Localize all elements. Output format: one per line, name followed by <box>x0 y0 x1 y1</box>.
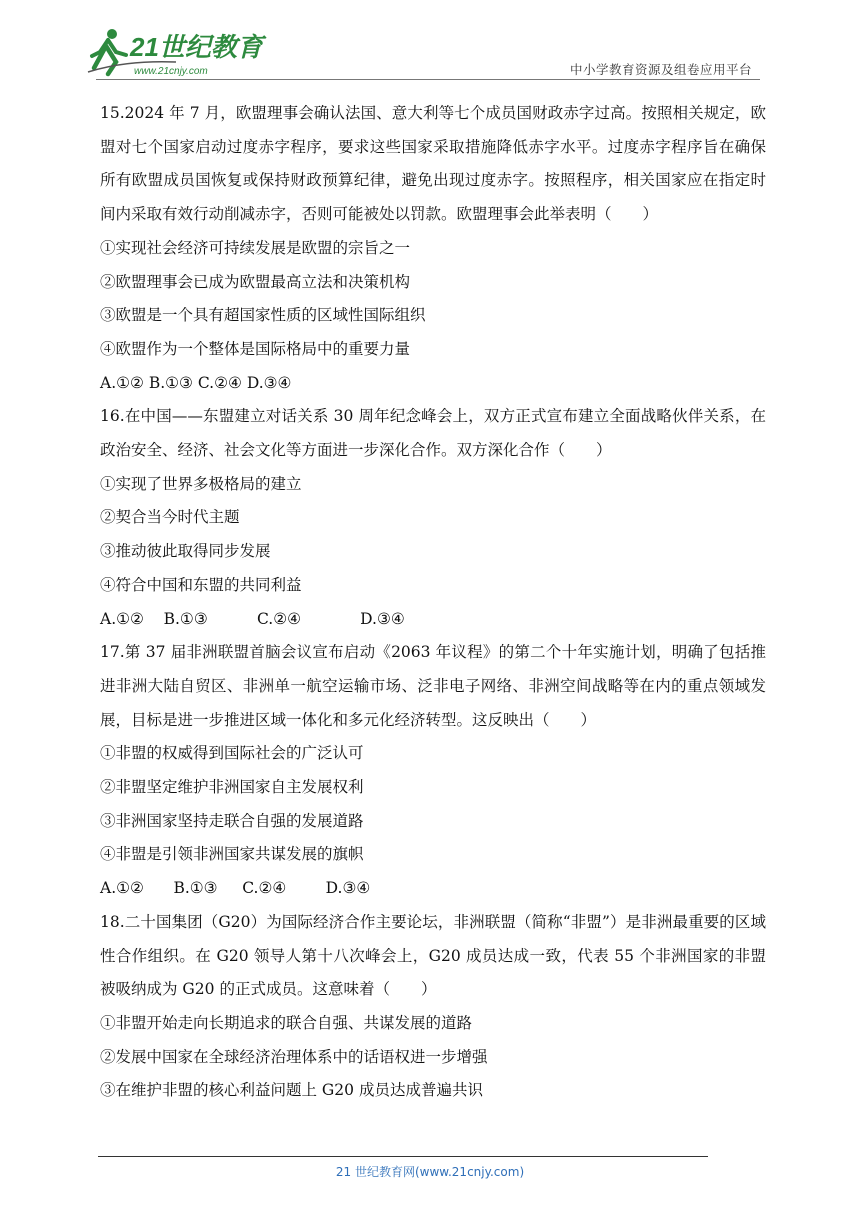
option-item: ④欧盟作为一个整体是国际格局中的重要力量 <box>100 339 411 358</box>
question-17 <box>100 636 766 906</box>
question-15 <box>100 97 766 400</box>
option-item: ②非盟坚定维护非洲国家自主发展权利 <box>100 778 364 797</box>
question-stem: 18.二十国集团（G20）为国际经济合作主要论坛，非洲联盟（简称“非盟”）是非洲最重要的区域性合作组织。在 G20 领导人第十八次峰会上，G20 成员达成一致，代表 55 个非洲国家的非盟被吸纳成为 G20 的正式成员。这意味着（ ） <box>100 912 766 999</box>
site-logo[interactable] <box>86 22 276 80</box>
question-stem: 17.第 37 届非洲联盟首脑会议宣布启动《2063 年议程》的第二个十年实施计划，明确了包括推进非洲大陆自贸区、非洲单一航空运输市场、泛非电子网络、非洲空间战略等在内的重点领域发展，目标是进一步推进区域一体化和多元化经济转型。这反映出（ ） <box>100 643 766 729</box>
option-item: ②发展中国家在全球经济治理体系中的话语权进一步增强 <box>100 1047 488 1066</box>
footer-divider <box>98 1156 708 1157</box>
option-item: ③欧盟是一个具有超国家性质的区域性国际组织 <box>100 306 426 325</box>
answer-choices: A.①② B.①③ C.②④ D.③④ <box>100 609 405 628</box>
option-item: ④符合中国和东盟的共同利益 <box>100 575 302 594</box>
question-list <box>100 97 766 1108</box>
runner-logo-icon <box>86 22 276 80</box>
answer-choices: A.①② B.①③ C.②④ D.③④ <box>100 879 371 898</box>
option-item: ④非盟是引领非洲国家共谋发展的旗帜 <box>100 845 364 864</box>
question-16 <box>100 400 766 636</box>
question-18 <box>100 906 766 1108</box>
question-stem: 16.在中国——东盟建立对话关系 30 周年纪念峰会上，双方正式宣布建立全面战略伙伴关系，在政治安全、经济、社会文化等方面进一步深化合作。双方深化合作（ ） <box>100 407 766 460</box>
logo-url: www.21cnjy.com <box>134 66 208 77</box>
option-item: ②欧盟理事会已成为欧盟最高立法和决策机构 <box>100 272 411 291</box>
option-item: ①非盟的权威得到国际社会的广泛认可 <box>100 744 364 763</box>
option-item: ①实现社会经济可持续发展是欧盟的宗旨之一 <box>100 238 411 257</box>
logo-title: 21世纪教育 <box>130 32 263 62</box>
platform-name: 中小学教育资源及组卷应用平台 <box>569 62 752 77</box>
option-item: ②契合当今时代主题 <box>100 508 240 527</box>
option-item: ③在维护非盟的核心利益问题上 G20 成员达成普遍共识 <box>100 1081 483 1100</box>
answer-choices: A.①② B.①③ C.②④ D.③④ <box>100 373 292 392</box>
option-item: ①实现了世界多极格局的建立 <box>100 474 302 493</box>
footer-link[interactable]: 21 世纪教育网(www.21cnjy.com) <box>335 1165 525 1179</box>
option-item: ③推动彼此取得同步发展 <box>100 542 271 561</box>
option-item: ③非洲国家坚持走联合自强的发展道路 <box>100 811 364 830</box>
question-stem: 15.2024 年 7 月，欧盟理事会确认法国、意大利等七个成员国财政赤字过高。按照相关规定，欧盟对七个国家启动过度赤字程序，要求这些国家采取措施降低赤字水平。过度赤字程序旨在确保所有欧盟成员国恢复或保持财政预算纪律，避免出现过度赤字。按照程序，相关国家应在指定时间内采取有效行动削减赤字，否则可能被处以罚款。欧盟理事会此举表明（ ） <box>100 104 766 224</box>
option-item: ①非盟开始走向长期追求的联合自强、共谋发展的道路 <box>100 1013 473 1032</box>
page-header <box>0 0 860 82</box>
header-divider <box>96 79 760 80</box>
